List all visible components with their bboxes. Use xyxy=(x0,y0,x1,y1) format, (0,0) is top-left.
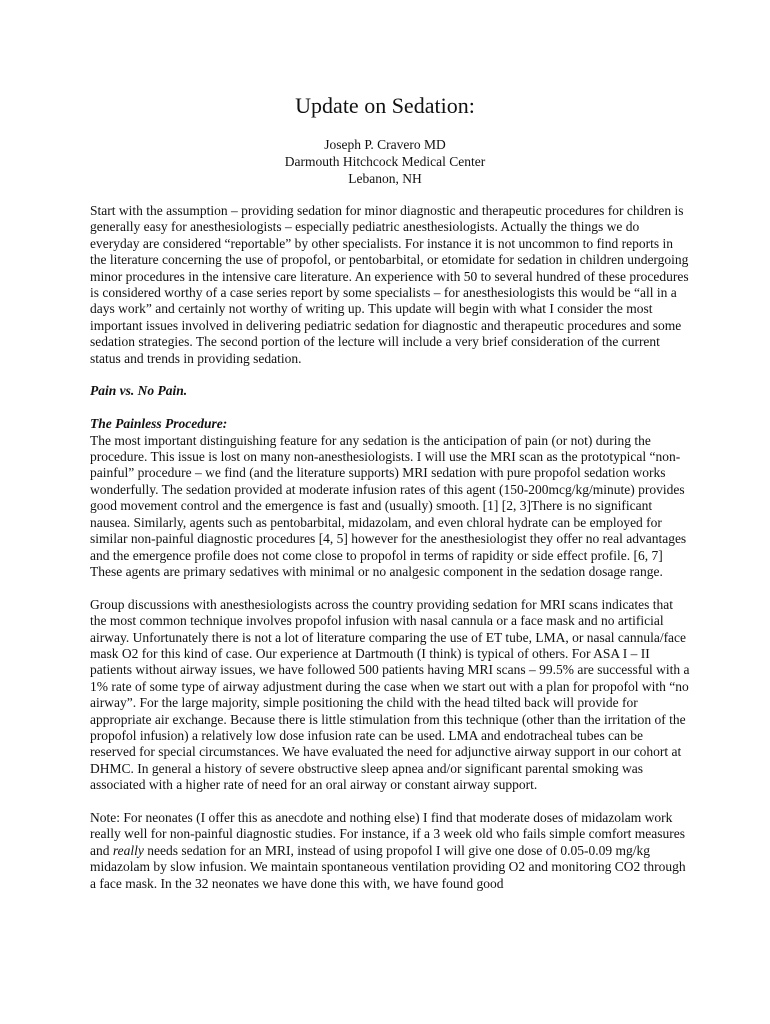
painless-paragraph-2: Group discussions with anesthesiologists across the country providing sedation for MRI scans indicates that the most common technique involves propofol infusion with nasal cannula or a face mask and no artificial airway. Unfortunately there is not a lot of literature comparing the use of ET tube, LMA, or nasal cannula/face mask O2 for this kind of case. Our experience at Dartmouth (I think) is typical of others. For ASA I – II patients without airway issues, we have followed 500 patients having MRI scans – 99.5% are successful with a 1% rate of some type of airway adjustment during the case when we start out with a plan for propofol with “no airway”. For the large majority, simple positioning the child with the head tilted back will provide for appropriate air exchange. Because there is little stimulation from this technique (other than the irritation of the propofol infusion) a relatively low dose infusion rate can be used. LMA and endotracheal tubes can be reserved for special circumstances. We have evaluated the need for adjunctive airway support in our cohort at DHMC. In general a history of severe obstructive sleep apnea and/or significant parental smoking was associated with a higher rate of need for an oral airway or constant airway support. xyxy=(90,596,690,793)
note-emphasis: really xyxy=(112,842,144,858)
note-text-before: Note: For neonates (I offer this as anecdote and nothing else) I find that moderate doses of midazolam work really well for non-painful diagnostic studies. For instance, if a 3 week old who fails simple comfort measures and xyxy=(90,809,685,858)
author-name: Joseph P. Cravero MD xyxy=(324,137,446,152)
document-body xyxy=(90,203,690,908)
section-heading-pain: Pain vs. No Pain. xyxy=(90,383,188,399)
document-title: Update on Sedation: xyxy=(295,93,475,118)
author-location: Lebanon, NH xyxy=(348,171,422,186)
intro-paragraph: Start with the assumption – providing sedation for minor diagnostic and therapeutic procedures for children is generally easy for anesthesiologists – especially pediatric anesthesiologists. Actually the things we do everyday are considered “reportable” by other specialists. For instance it is not uncommon to find reports in the literature concerning the use of propofol, or pentobarbital, or etomidate for sedation in children undergoing minor procedures in the intensive care literature. An experience with 50 to several hundred of these procedures is considered worthy of a case series report by some specialists – for anesthesiologists this would be “all in a days work” and certainly not worthy of writing up. This update will begin with what I consider the most important issues involved in delivering pediatric sedation for diagnostic and therapeutic procedures and some sedation strategies. The second portion of the lecture will include a very brief consideration of the current status and trends in providing sedation. xyxy=(90,203,689,366)
neonate-note-paragraph xyxy=(90,810,690,892)
author-institution: Darmouth Hitchcock Medical Center xyxy=(284,154,486,169)
author-block xyxy=(0,136,770,187)
painless-paragraph-1: The most important distinguishing feature for any sedation is the anticipation of pain (or not) during the procedure. This issue is lost on many non-anesthesiologists. I will use the MRI scan as the prototypical “non-painful” procedure – we find (and the literature supports) MRI sedation with pure propofol sedation works wonderfully. The sedation provided at moderate infusion rates of this agent (150-200mcg/kg/minute) provides good movement control and the emergence is fast and (usually) smooth. [1] [2, 3]There is no significant nausea. Similarly, agents such as pentobarbital, midazolam, and even chloral hydrate can be employed for similar non-painful diagnostic procedures [4, 5] however for the anesthesiologist they offer no real advantages and the emergence profile does not come close to propofol in terms of rapidity or side effect profile. [6, 7] These agents are primary sedatives with minimal or no analgesic component in the sedation dosage range. xyxy=(90,432,687,579)
subsection-heading-painless: The Painless Procedure: xyxy=(90,416,228,432)
note-text-after: needs sedation for an MRI, instead of using propofol I will give one dose of 0.05-0.09 mg/kg midazolam by slow infusion. We maintain spontaneous ventilation providing O2 and monitoring CO2 through a face mask. In the 32 neonates we have done this with, we have found good xyxy=(90,842,686,891)
